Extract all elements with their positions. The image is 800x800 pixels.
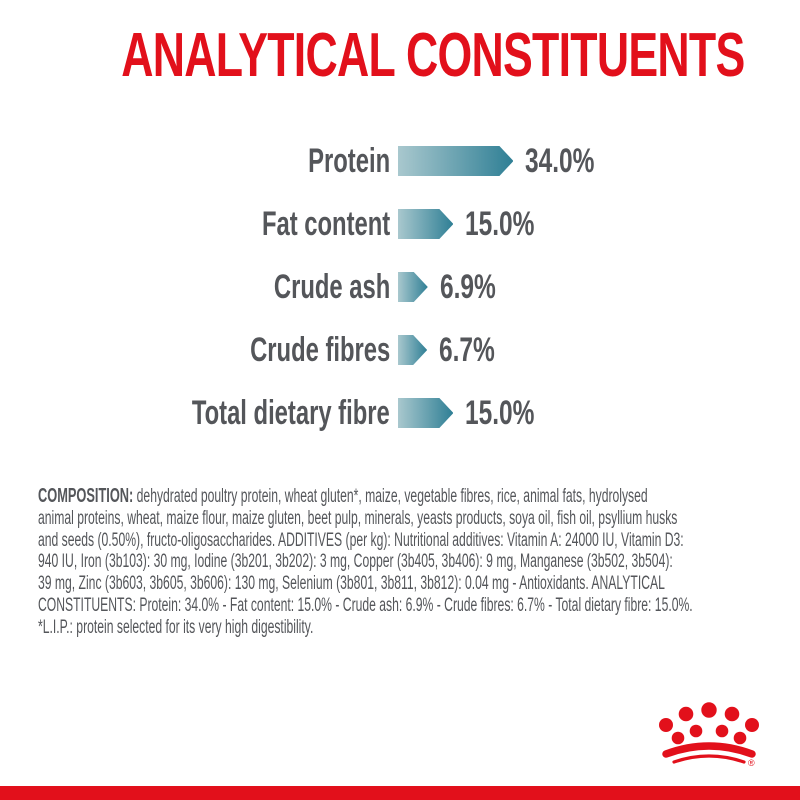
label-cell xyxy=(0,268,390,307)
composition-line: 39 mg, Zinc (3b603, 3b605, 3b606): 130 mg, Selenium (3b801, 3b811, 3b812): 0.04 mg - Antioxidants. ANALYTICAL xyxy=(38,573,665,595)
composition-line: CONSTITUENTS: Protein: 34.0% - Fat content: 15.0% - Crude ash: 6.9% - Crude fibres: 6.7% - Total dietary fibre: 15.0%. xyxy=(38,594,693,616)
constituent-label: Crude ash xyxy=(273,267,390,306)
page-title-row xyxy=(0,20,800,91)
constituent-label: Total dietary fibre xyxy=(192,393,390,432)
label-cell xyxy=(0,331,390,370)
constituent-value: 34.0% xyxy=(525,141,595,180)
constituent-bar xyxy=(398,398,453,428)
composition-text-block xyxy=(38,486,798,639)
constituent-label: Protein xyxy=(308,141,390,180)
crown-base-arcs xyxy=(666,746,752,762)
brand-red-bar xyxy=(0,786,800,800)
constituents-bar-chart xyxy=(0,141,800,461)
crown-dots xyxy=(659,702,759,744)
constituent-label: Crude fibres xyxy=(249,330,390,369)
value-cell xyxy=(465,205,561,244)
chart-row-crude-fibres xyxy=(0,330,800,369)
chart-row-total-dietary-fibre xyxy=(0,393,800,432)
constituent-bar xyxy=(398,272,428,302)
constituent-value: 6.9% xyxy=(439,267,496,306)
constituent-bar xyxy=(398,335,427,365)
chart-row-fat-content xyxy=(0,204,800,243)
composition-line: 940 IU, Iron (3b103): 30 mg, Iodine (3b201, 3b202): 3 mg, Copper (3b405, 3b406): 9 mg, Manganese (3b502, 3b504): xyxy=(38,551,673,573)
constituent-label: Fat content xyxy=(261,204,390,243)
composition-line: and seeds (0.50%), fructo-oligosaccharides. ADDITIVES (per kg): Nutritional additives: Vitamin A: 24000 IU, Vitamin D3: xyxy=(38,529,684,551)
composition-text-inner xyxy=(38,486,780,639)
value-cell xyxy=(440,268,518,307)
composition-line: animal proteins, wheat, maize flour, maize gluten, beet pulp, minerals, yeasts products, soya oil, fish oil, psyllium husks xyxy=(38,507,678,529)
value-cell xyxy=(439,331,517,370)
chart-row-crude-ash xyxy=(0,267,800,306)
constituent-bar xyxy=(398,209,453,239)
page-title: ANALYTICAL CONSTITUENTS xyxy=(121,21,745,90)
value-cell xyxy=(465,394,561,433)
composition-line xyxy=(38,486,780,508)
registered-trademark-symbol: ® xyxy=(748,758,755,768)
label-cell xyxy=(0,205,390,244)
chart-row-protein xyxy=(0,141,800,180)
constituent-bar xyxy=(398,146,513,176)
constituent-value: 6.7% xyxy=(439,330,495,369)
label-cell xyxy=(0,142,390,181)
composition-line: *L.I.P.: protein selected for its very high digestibility. xyxy=(38,616,314,638)
composition-line-text: dehydrated poultry protein, wheat gluten*, maize, vegetable fibres, rice, animal fats, hydrolysed xyxy=(133,486,648,507)
constituent-value: 15.0% xyxy=(465,393,535,432)
constituent-value: 15.0% xyxy=(465,204,535,243)
value-cell xyxy=(525,142,621,181)
label-cell xyxy=(0,394,390,433)
royal-canin-crown-logo-icon xyxy=(650,698,768,770)
composition-heading: COMPOSITION: xyxy=(38,485,134,507)
